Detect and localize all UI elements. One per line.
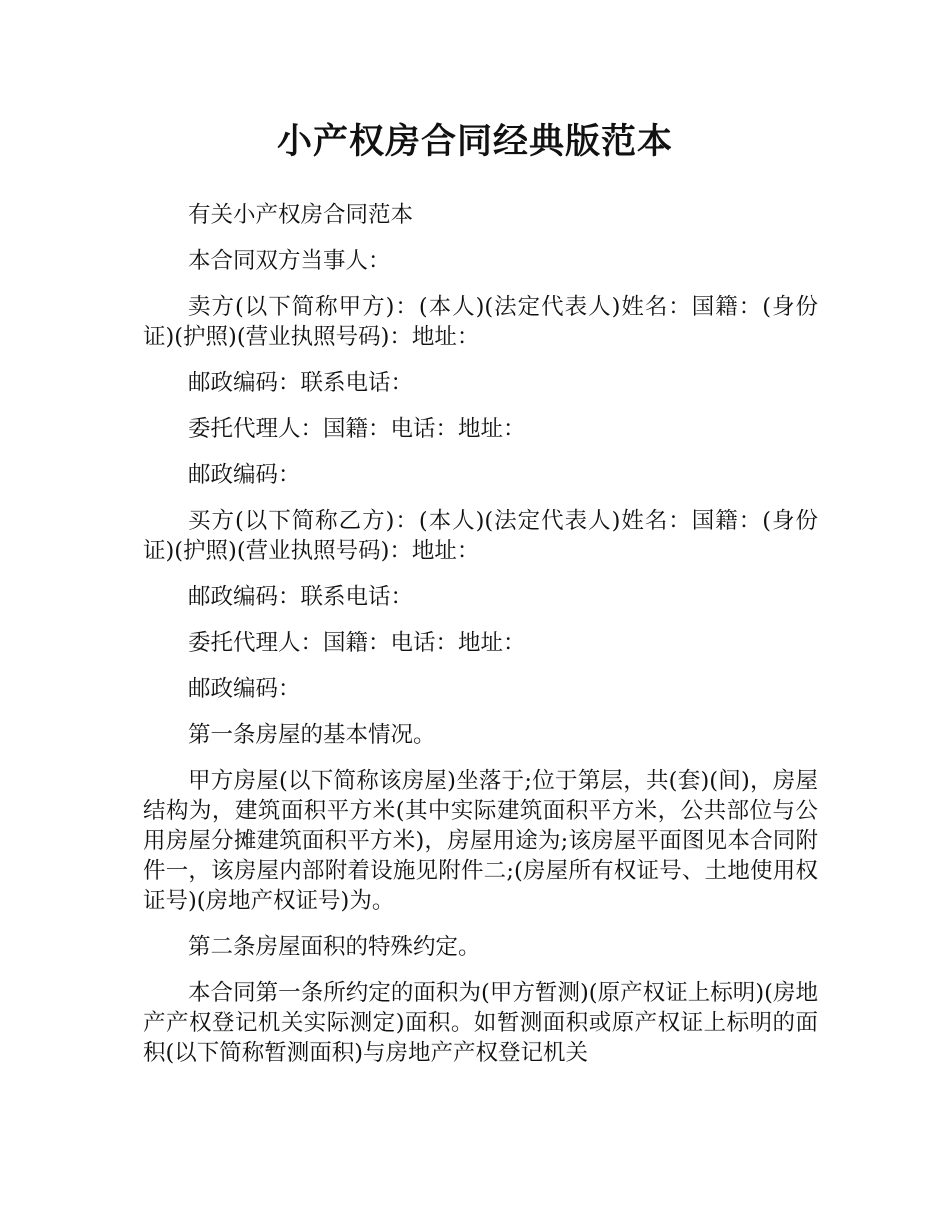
paragraph-article-2-heading: 第二条房屋面积的特殊约定。 <box>188 934 481 960</box>
paragraph-buyer-contact: 邮政编码：联系电话： <box>188 584 414 610</box>
paragraph-buyer-agent-postcode: 邮政编码： <box>188 676 301 702</box>
paragraph-parties-heading: 本合同双方当事人： <box>188 248 391 274</box>
paragraph-intro: 有关小产权房合同范本 <box>188 202 414 228</box>
paragraph-seller-agent-postcode: 邮政编码： <box>188 462 301 488</box>
paragraph-article-1-body: 甲方房屋(以下简称该房屋)坐落于;位于第层，共(套)(间)，房屋结构为，建筑面积平方米(其中实际建筑面积平方米，公共部位与公用房屋分摊建筑面积平方米)，房屋用途为;该房屋平面图见本合同附件一，该房屋内部附着设施见附件二;(房屋所有权证号、土地使用权证号)(房地产权证号)为。 <box>143 768 818 914</box>
paragraph-article-1-heading: 第一条房屋的基本情况。 <box>188 722 436 748</box>
paragraph-article-2-body: 本合同第一条所约定的面积为(甲方暂测)(原产权证上标明)(房地产产权登记机关实际测定)面积。如暂测面积或原产权证上标明的面积(以下简称暂测面积)与房地产产权登记机关 <box>143 980 818 1066</box>
document-title: 小产权房合同经典版范本 <box>276 122 673 162</box>
paragraph-seller-info: 卖方(以下简称甲方)：(本人)(法定代表人)姓名：国籍：(身份证)(护照)(营业执照号码)：地址： <box>143 294 818 350</box>
paragraph-seller-agent: 委托代理人：国籍：电话：地址： <box>188 416 526 442</box>
paragraph-seller-contact: 邮政编码：联系电话： <box>188 370 414 396</box>
document-body <box>143 200 818 1084</box>
paragraph-buyer-agent: 委托代理人：国籍：电话：地址： <box>188 630 526 656</box>
paragraph-buyer-info: 买方(以下简称乙方)：(本人)(法定代表人)姓名：国籍：(身份证)(护照)(营业执照号码)：地址： <box>143 508 818 564</box>
